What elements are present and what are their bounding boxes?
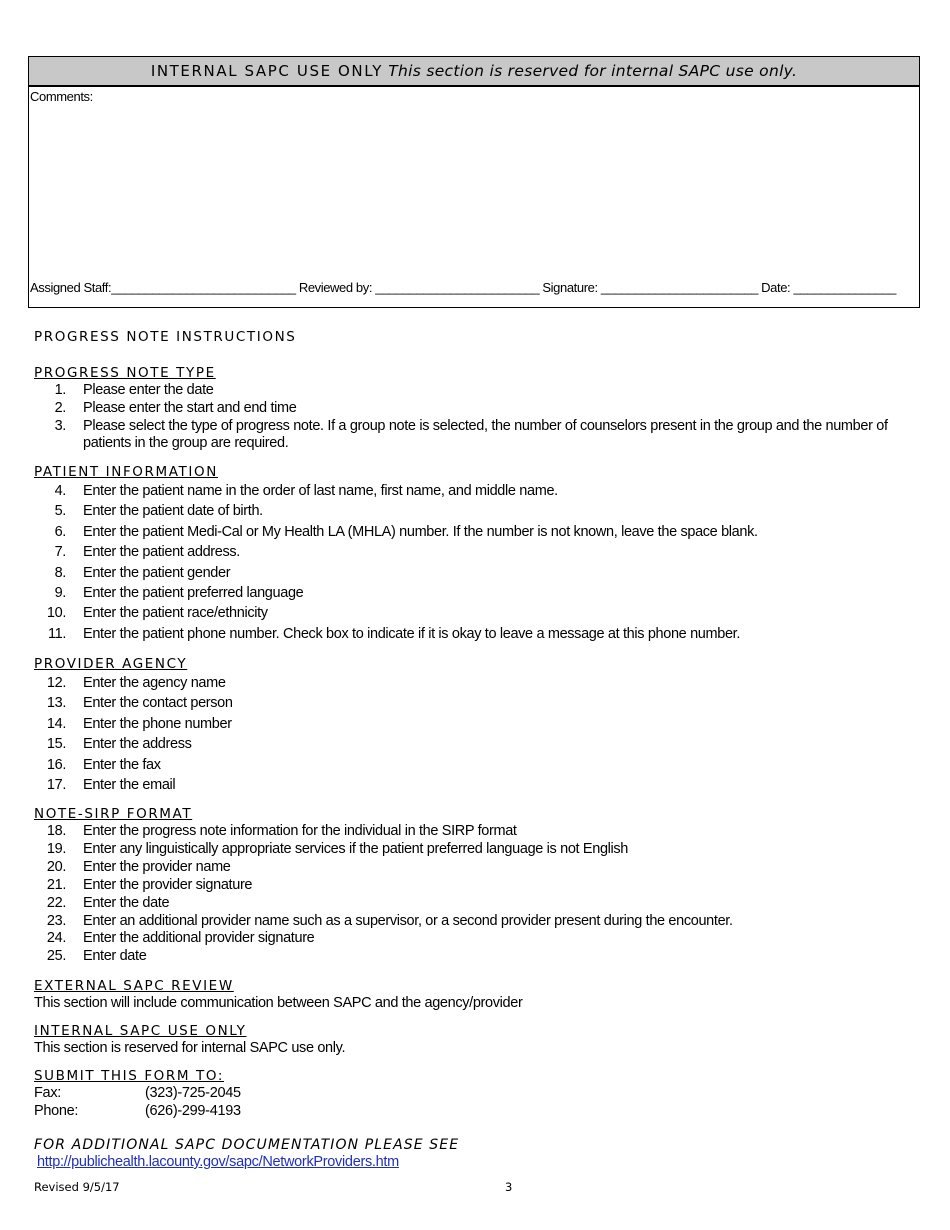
list-item-text: Enter the patient race/ethnicity: [83, 605, 268, 622]
list-item: [34, 673, 914, 693]
list-item: [34, 418, 914, 454]
section-internal-use: [34, 1022, 914, 1056]
internal-use-box: [28, 56, 920, 308]
phone-value: (626)-299-4193: [145, 1103, 241, 1119]
list-item-text: Enter the agency name: [83, 675, 226, 691]
list-item-text: Enter the email: [83, 777, 176, 794]
section-heading: PATIENT INFORMATION: [34, 464, 218, 480]
fax-value: (323)-725-2045: [145, 1085, 241, 1101]
list-item: [34, 714, 914, 734]
list-item: [34, 400, 914, 418]
section-heading: PROVIDER AGENCY: [34, 656, 188, 672]
list-item-text: Enter the provider signature: [83, 876, 253, 893]
list-item: [34, 542, 914, 562]
list-item-number: 14.: [46, 715, 66, 732]
list-item-number: 13.: [46, 695, 66, 712]
list-item-number: 25.: [46, 948, 66, 965]
internal-box-header-lead: INTERNAL SAPC USE ONLY: [150, 62, 383, 80]
list-item-number: 3.: [54, 417, 66, 434]
list-item-text: Please select the type of progress note. If a group note is selected, the number of counselors present in the group and the number of patients in the group are required.: [83, 417, 888, 452]
list-item-number: 8.: [54, 564, 66, 581]
list-item-number: 23.: [46, 912, 66, 929]
list-item: [34, 481, 914, 501]
section-text: This section will include communication between SAPC and the agency/provider: [34, 995, 523, 1011]
section-external-review: [34, 977, 914, 1011]
list-item-number: 2.: [54, 399, 66, 416]
list-item-text: Enter any linguistically appropriate services if the patient preferred language is not English: [83, 840, 629, 857]
list-item: [34, 859, 914, 877]
list-item: [34, 775, 914, 795]
list-item-number: 18.: [46, 823, 66, 839]
list-item-text: Enter the provider name: [83, 858, 231, 875]
list-item: [34, 603, 914, 623]
page-number: 3: [505, 1180, 513, 1194]
list-item-text: Enter the patient date of birth.: [83, 503, 263, 520]
section-heading: SUBMIT THIS FORM TO:: [34, 1068, 225, 1084]
section-patient-information: [34, 463, 914, 644]
internal-box-header-note: This section is reserved for internal SAPC use only.: [388, 62, 798, 80]
list-item-number: 15.: [46, 736, 66, 753]
list-item: [34, 948, 914, 966]
staff-signature-line: Assigned Staff:___________________________ Reviewed by: ________________________ Signature: _______________________ Date: _______________: [30, 280, 896, 295]
phone-row: [34, 1103, 914, 1121]
list-item-text: Enter the patient preferred language: [83, 585, 304, 602]
list-item-text: Enter the patient phone number. Check box to indicate if it is okay to leave a message at this phone number.: [83, 625, 741, 642]
list-item-number: 21.: [46, 876, 66, 893]
list-item-number: 20.: [46, 858, 66, 875]
list-item: [34, 823, 914, 841]
network-providers-link[interactable]: http://publichealth.lacounty.gov/sapc/NetworkProviders.htm: [37, 1154, 399, 1170]
comments-label: Comments:: [30, 89, 93, 104]
section-heading: EXTERNAL SAPC REVIEW: [34, 978, 234, 994]
list-item-number: 6.: [54, 523, 66, 540]
list-item: [34, 913, 914, 931]
list-item-text: Enter the patient Medi-Cal or My Health LA (MHLA) number. If the number is not known, leave the space blank.: [83, 523, 758, 540]
list-item: [34, 734, 914, 754]
list-item-text: Enter the fax: [83, 756, 161, 773]
section-heading: PROGRESS NOTE TYPE: [34, 365, 216, 381]
list-item-text: Enter the additional provider signature: [83, 930, 315, 947]
list-item-number: 11.: [47, 625, 66, 642]
list-item-text: Enter the patient address.: [83, 544, 240, 561]
list-item-text: Enter date: [83, 948, 147, 965]
list-item: [34, 501, 914, 521]
list-item: [34, 841, 914, 859]
list-item: [34, 930, 914, 948]
list-item-text: Enter the patient gender: [83, 564, 231, 581]
list-item-number: 16.: [46, 756, 66, 773]
list-item: [34, 895, 914, 913]
list-item-text: Please enter the date: [83, 382, 214, 398]
list-item-number: 19.: [46, 840, 66, 857]
list-item-number: 24.: [46, 930, 66, 947]
section-provider-agency: [34, 655, 914, 795]
list-item-text: Enter the contact person: [83, 695, 233, 712]
list-item-number: 1.: [54, 382, 66, 398]
list-item: [34, 755, 914, 775]
list-item: [34, 877, 914, 895]
list-item-number: 9.: [54, 585, 66, 602]
section-progress-note-type: [34, 364, 914, 453]
list-item-text: Enter the phone number: [83, 715, 232, 732]
section-heading: NOTE-SIRP FORMAT: [34, 806, 193, 822]
list-item-number: 7.: [54, 544, 66, 561]
list-item-number: 4.: [54, 483, 66, 499]
additional-docs: [34, 1137, 914, 1171]
internal-box-header: [29, 57, 919, 87]
list-item: [34, 583, 914, 603]
page-title-wrap: [34, 328, 296, 346]
page-title: PROGRESS NOTE INSTRUCTIONS: [34, 329, 297, 345]
list-item-number: 17.: [46, 777, 66, 794]
list-item-text: Enter the patient name in the order of last name, first name, and middle name.: [83, 483, 558, 499]
section-note-sirp-format: [34, 805, 914, 966]
phone-label: Phone:: [34, 1103, 79, 1119]
revised-date: Revised 9/5/17: [34, 1180, 120, 1194]
list-item: [34, 563, 914, 583]
fax-row: [34, 1085, 914, 1103]
list-item-number: 5.: [54, 503, 66, 520]
list-item-text: Enter an additional provider name such as a supervisor, or a second provider present during the encounter.: [83, 912, 733, 929]
list-item-number: 22.: [46, 894, 66, 911]
section-text: This section is reserved for internal SAPC use only.: [34, 1040, 346, 1056]
list-item-text: Please enter the start and end time: [83, 399, 297, 416]
list-item-number: 12.: [46, 675, 66, 691]
section-submit: [34, 1067, 914, 1121]
list-item: [34, 382, 914, 400]
section-heading: INTERNAL SAPC USE ONLY: [34, 1023, 247, 1039]
list-item: [34, 522, 914, 542]
fax-label: Fax:: [34, 1085, 61, 1101]
list-item: [34, 693, 914, 713]
list-item-text: Enter the progress note information for the individual in the SIRP format: [83, 823, 517, 839]
list-item-number: 10.: [46, 605, 66, 622]
list-item: [34, 624, 914, 644]
list-item-text: Enter the address: [83, 736, 192, 753]
list-item-text: Enter the date: [83, 894, 170, 911]
additional-docs-text: FOR ADDITIONAL SAPC DOCUMENTATION PLEASE SEE: [34, 1137, 460, 1153]
